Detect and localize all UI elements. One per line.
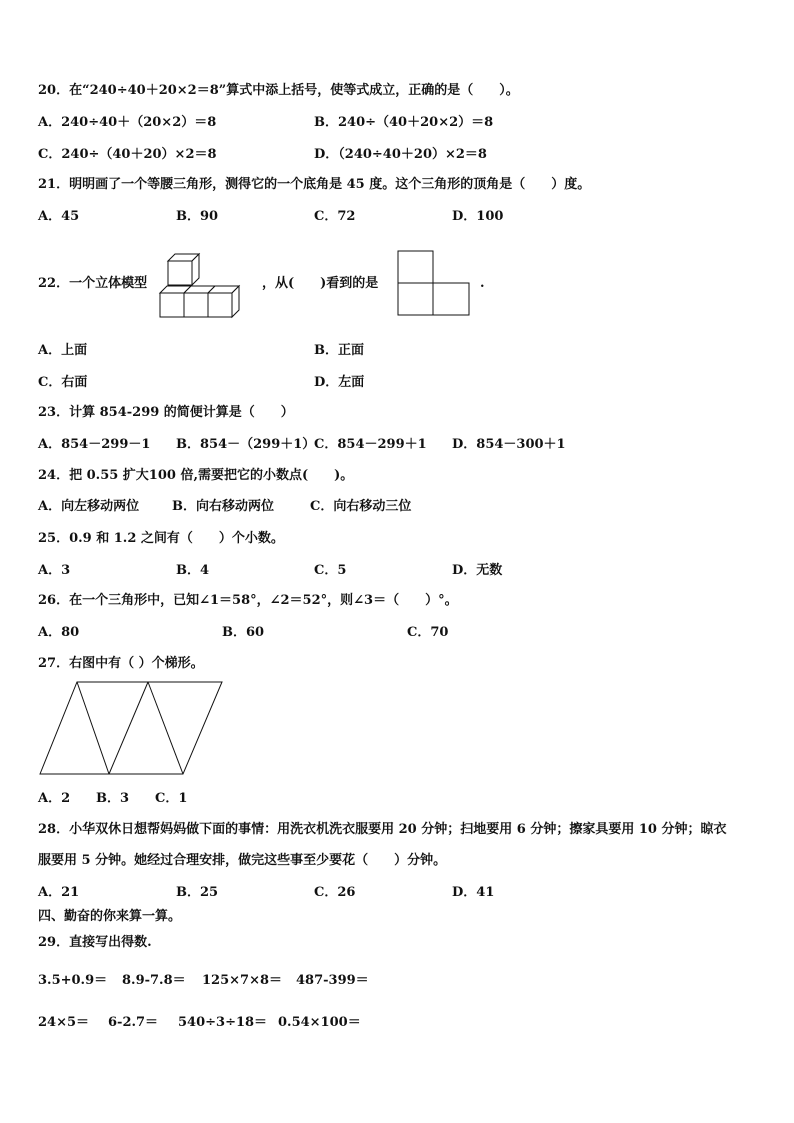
q28-option-b[interactable]: B．25 [176, 885, 219, 900]
q22-option-b[interactable]: B．正面 [314, 343, 364, 358]
q26-stem: 26．在一个三角形中，已知∠1＝58°，∠2＝52°，则∠3＝（ ）°。 [38, 593, 458, 608]
q23-option-b[interactable]: B．854－（299＋1） [176, 437, 316, 452]
q23-option-c[interactable]: C．854－299＋1 [314, 437, 427, 452]
q22-stem-mid: ，从( )看到的是 [262, 276, 379, 291]
q28-option-d[interactable]: D．41 [452, 885, 495, 900]
q22-cube-model-figure [158, 250, 248, 320]
q26-option-b[interactable]: B．60 [222, 625, 265, 640]
q20-option-a[interactable]: A．240÷40＋（20×2）＝8 [38, 115, 217, 130]
q29-exercise: 125×7×8＝ [202, 973, 283, 988]
q20-stem: 20．在“240÷40＋20×2＝8”算式中添上括号，使等式成立，正确的是（ ）。 [38, 83, 519, 98]
q21-stem: 21．明明画了一个等腰三角形，测得它的一个底角是 45 度。这个三角形的顶角是（ ）度。 [38, 177, 591, 192]
q20-option-d[interactable]: D．（240÷40＋20）×2＝8 [314, 147, 487, 162]
q29-exercise: 487-399＝ [296, 973, 369, 988]
q24-option-b[interactable]: B．向右移动两位 [172, 499, 274, 514]
q22-option-d[interactable]: D．左面 [314, 375, 365, 390]
q23-stem: 23．计算 854-299 的简便计算是（ ） [38, 405, 294, 420]
q28-stem-line2: 服要用 5 分钟。她经过合理安排，做完这些事至少要花（ ）分钟。 [38, 853, 447, 868]
q28-option-c[interactable]: C．26 [314, 885, 356, 900]
q27-trapezoid-figure [38, 680, 224, 776]
q29-exercise: 6-2.7＝ [108, 1015, 159, 1030]
q29-exercise: 24×5＝ [38, 1015, 90, 1030]
q24-option-a[interactable]: A．向左移动两位 [38, 499, 140, 514]
q21-option-c[interactable]: C．72 [314, 209, 356, 224]
q29-exercise: 8.9-7.8＝ [122, 973, 186, 988]
q26-option-c[interactable]: C．70 [407, 625, 449, 640]
q24-stem: 24．把 0.55 扩大100 倍,需要把它的小数点( )。 [38, 468, 354, 483]
q28-stem-line1: 28．小华双休日想帮妈妈做下面的事情：用洗衣机洗衣服要用 20 分钟；扫地要用 6 分钟；擦家具要用 10 分钟；晾衣 [38, 822, 727, 837]
q21-option-a[interactable]: A．45 [38, 209, 80, 224]
q28-option-a[interactable]: A．21 [38, 885, 80, 900]
q27-option-a[interactable]: A．2 [38, 791, 71, 806]
q25-option-d[interactable]: D．无数 [452, 563, 503, 578]
q20-option-c[interactable]: C．240÷（40＋20）×2＝8 [38, 147, 217, 162]
q27-option-c[interactable]: C．1 [155, 791, 188, 806]
q25-option-a[interactable]: A．3 [38, 563, 71, 578]
q29-exercise: 540÷3÷18＝ [178, 1015, 268, 1030]
q21-option-b[interactable]: B．90 [176, 209, 219, 224]
q27-stem: 27．右图中有（ ）个梯形。 [38, 656, 204, 671]
q26-option-a[interactable]: A．80 [38, 625, 80, 640]
section-heading: 四、勤奋的你来算一算。 [38, 909, 182, 924]
q24-option-c[interactable]: C．向右移动三位 [310, 499, 412, 514]
q25-option-c[interactable]: C．5 [314, 563, 347, 578]
q22-stem-prefix: 22．一个立体模型 [38, 276, 148, 291]
q29-stem: 29．直接写出得数. [38, 935, 152, 950]
q25-option-b[interactable]: B．4 [176, 563, 210, 578]
q22-stem-end: . [480, 276, 485, 291]
q27-option-b[interactable]: B．3 [96, 791, 130, 806]
q25-stem: 25．0.9 和 1.2 之间有（ ）个小数。 [38, 531, 284, 546]
q23-option-a[interactable]: A．854－299－1 [38, 437, 151, 452]
q22-option-c[interactable]: C．右面 [38, 375, 88, 390]
q29-exercise: 0.54×100＝ [278, 1015, 361, 1030]
q29-exercise: 3.5+0.9＝ [38, 973, 108, 988]
q20-option-b[interactable]: B．240÷（40＋20×2）＝8 [314, 115, 494, 130]
q21-option-d[interactable]: D．100 [452, 209, 504, 224]
q22-view-figure [397, 250, 471, 316]
q22-option-a[interactable]: A．上面 [38, 343, 88, 358]
q23-option-d[interactable]: D．854－300＋1 [452, 437, 566, 452]
